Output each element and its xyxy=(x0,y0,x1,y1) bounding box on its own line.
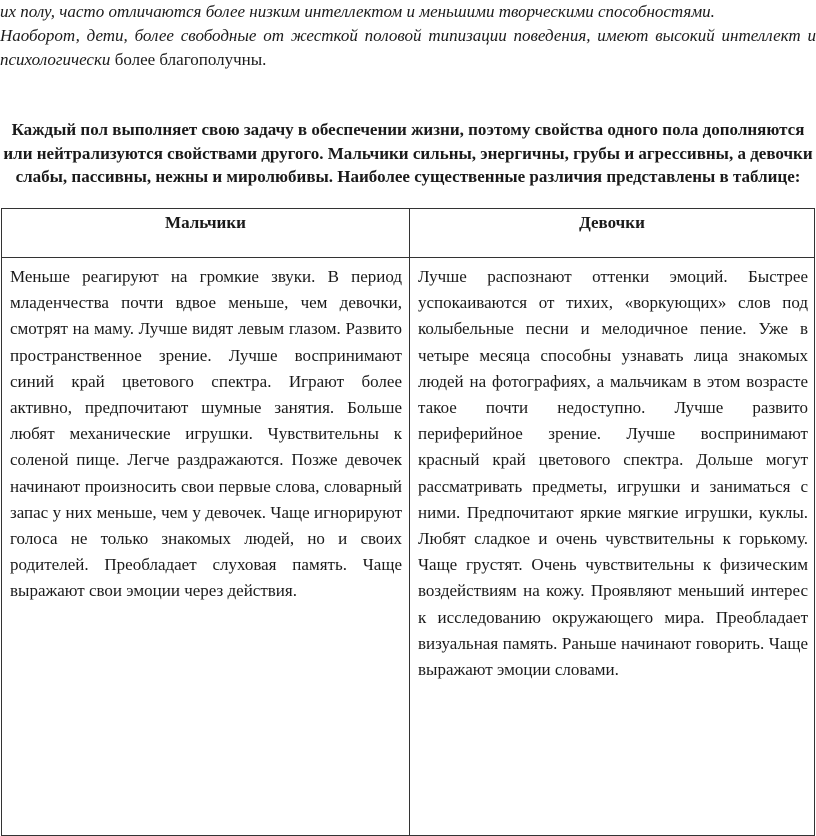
table-header-row xyxy=(2,209,815,258)
comparison-table xyxy=(1,208,815,836)
girls-traits-text: Лучше распознают оттенки эмоций. Быстрее успокаиваются от тихих, «воркующих» слов под колыбельные песни и мелодичное пение. Уже в четыре месяца способны узнавать лица знакомых людей на фотографиях, а мальчикам в этом возрасте такое почти недоступно. Лучше развито периферийное зрение. Лучше воспринимают красный край цветового спектра. Дольше могут рассматривать предметы, игрушки и заниматься с ними. Предпочитают яркие мягкие игрушки, куклы. Любят сладкое и очень чувствительны к горькому. Чаще грустят. Очень чувствительны к физическим воздействиям на кожу. Проявляют меньший интерес к исследованию окружающего мира. Преобладает визуальная память. Раньше начинают говорить. Чаще выражают эмоции словами. xyxy=(418,267,808,680)
boys-traits-text: Меньше реагируют на громкие звуки. В период младенчества почти вдвое меньше, чем девочки, смотрят на маму. Лучше видят левым глазом. Развито пространственное зрение. Лучше воспринимают синий край цветового спектра. Играют более активно, предпочитают шумные занятия. Больше любят механические игрушки. Чувствительны к соленой пище. Легче раздражаются. Позже девочек начинают произносить свои первые слова, словарный запас у них меньше, чем у девочек. Чаще игнорируют голоса не только знакомых людей, но и своих родителей. Преобладает слуховая память. Чаще выражают свои эмоции через действия. xyxy=(10,267,402,601)
intro-paragraph-2-italic: Наоборот, дети, более свободные от жесткой половой типизации поведения, имеют высокий интеллект и психологически xyxy=(0,26,816,69)
header-boys: Мальчики xyxy=(2,209,410,258)
header-girls: Девочки xyxy=(410,209,815,258)
summary-paragraph: Каждый пол выполняет свою задачу в обеспечении жизни, поэтому свойства одного пола дополняются или нейтрализуются свойствами другого. Мальчики сильны, энергичны, грубы и агрессивны, а девочки слабы, пассивны, нежны и миролюбивы. Наиболее существенные различия представлены в таблице: xyxy=(3,120,813,186)
intro-text xyxy=(0,0,816,72)
intro-paragraph-1: их полу, часто отличаются более низким интеллектом и меньшими творческими способностями. xyxy=(0,2,715,21)
table-row xyxy=(2,258,815,836)
cell-girls xyxy=(410,258,815,836)
intro-paragraph-2-plain: более благополучны. xyxy=(114,50,267,69)
cell-boys xyxy=(2,258,410,836)
intro-paragraph-2 xyxy=(0,24,816,72)
